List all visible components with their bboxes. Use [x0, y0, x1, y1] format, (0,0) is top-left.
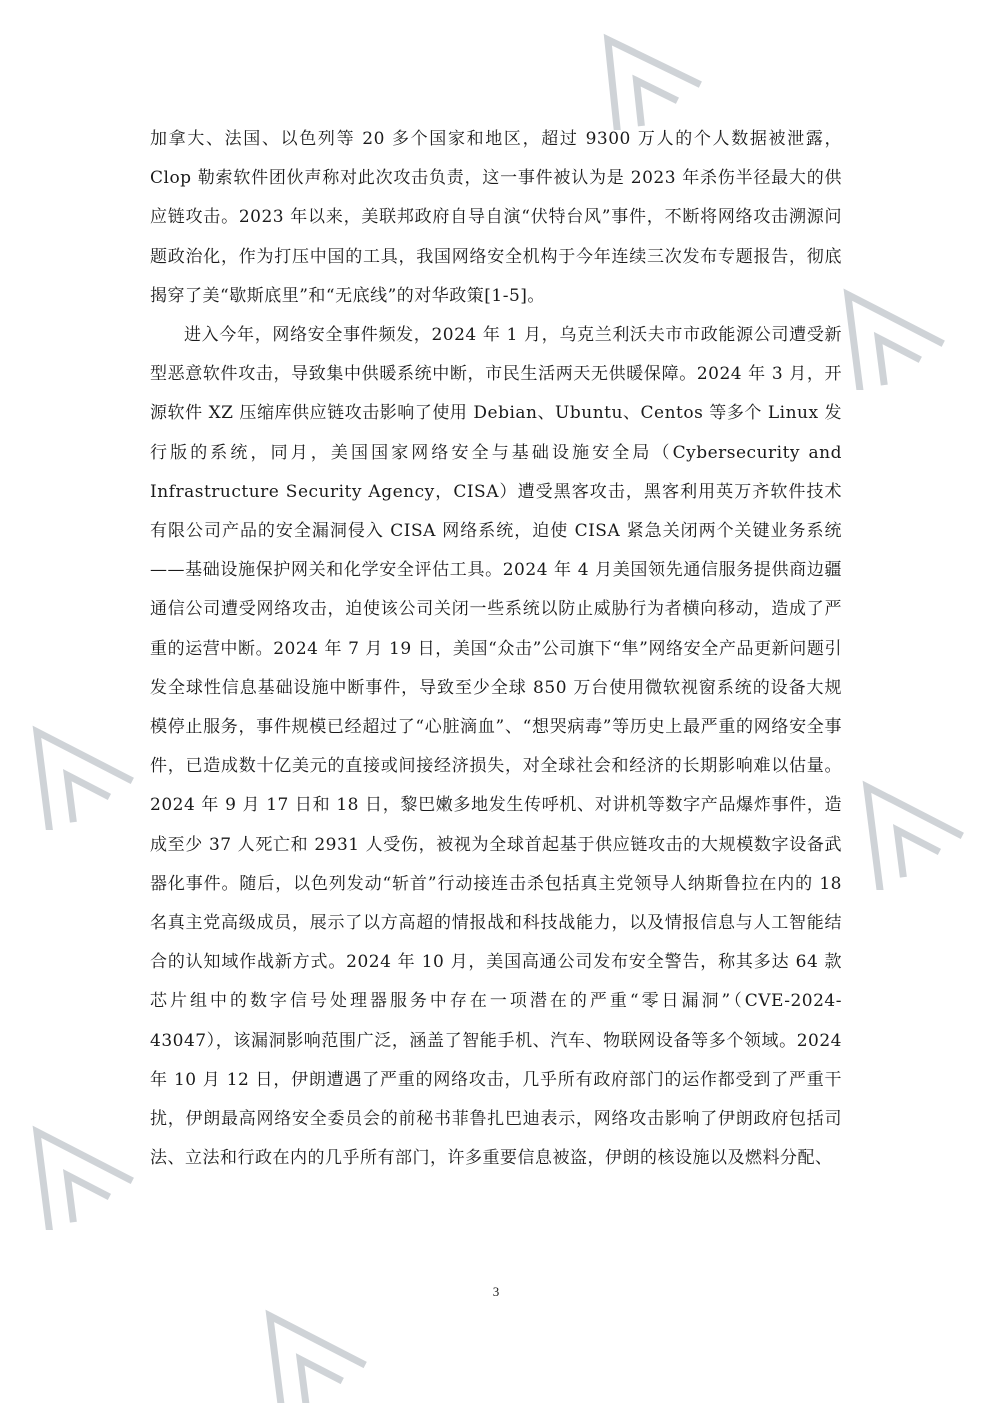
paragraph-1: 加拿大、法国、以色列等 20 多个国家和地区，超过 9300 万人的个人数据被泄露，Clop 勒索软件团伙声称对此次攻击负责，这一事件被认为是 2023 年杀伤半径最大的供应链攻击。2023 年以来，美联邦政府自导自演“伏特台风”事件，不断将网络攻击溯源问题政治化，作为打压中国的工具，我国网络安全机构于今年连续三次发布专题报告，彻底揭穿了美“歇斯底里”和“无底线”的对华政策[1-5]。 — [150, 129, 842, 306]
body-text — [150, 120, 842, 1178]
watermark-logo-bottom-left — [0, 1090, 150, 1230]
watermark-logo-top — [560, 0, 740, 130]
watermark-logo-left — [0, 690, 150, 830]
page-number: 3 — [492, 1284, 500, 1299]
watermark-logo-right-lower — [820, 740, 990, 890]
paragraph-2: 进入今年，网络安全事件频发，2024 年 1 月，乌克兰利沃夫市市政能源公司遭受新型恶意软件攻击，导致集中供暖系统中断，市民生活两天无供暖保障。2024 年 3 月，开源软件 XZ 压缩库供应链攻击影响了使用 Debian、Ubuntu、Centos 等多个 Linux 发行版的系统，同月，美国国家网络安全与基础设施安全局（Cybersecurity and Infrastructure Security Agency，CISA）遭受黑客攻击，黑客利用英万齐软件技术有限公司产品的安全漏洞侵入 CISA 网络系统，迫使 CISA 紧急关闭两个关键业务系统——基础设施保护网关和化学安全评估工具。2024 年 4 月美国领先通信服务提供商边疆通信公司遭受网络攻击，迫使该公司关闭一些系统以防止威胁行为者横向移动，造成了严重的运营中断。2024 年 7 月 19 日，美国“众击”公司旗下“隼”网络安全产品更新问题引发全球性信息基础设施中断事件，导致至少全球 850 万台使用微软视窗系统的设备大规模停止服务，事件规模已经超过了“心脏滴血”、“想哭病毒”等历史上最严重的网络安全事件，已造成数十亿美元的直接或间接经济损失，对全球社会和经济的长期影响难以估量。2024 年 9 月 17 日和 18 日，黎巴嫩多地发生传呼机、对讲机等数字产品爆炸事件，造成至少 37 人死亡和 2931 人受伤，被视为全球首起基于供应链攻击的大规模数字设备武器化事件。随后，以色列发动“斩首”行动接连击杀包括真主党领导人纳斯鲁拉在内的 18 名真主党高级成员，展示了以方高超的情报战和科技战能力，以及情报信息与人工智能结合的认知域作战新方式。2024 年 10 月，美国高通公司发布安全警告，称其多达 64 款芯片组中的数字信号处理器服务中存在一项潜在的严重“零日漏洞”（CVE-2024-43047），该漏洞影响范围广泛，涵盖了智能手机、汽车、物联网设备等多个领域。2024 年 10 月 12 日，伊朗遭遇了严重的网络攻击，几乎所有政府部门的运作都受到了严重干扰，伊朗最高网络安全委员会的前秘书菲鲁扎巴迪表示，网络攻击影响了伊朗政府包括司法、立法和行政在内的几乎所有部门，许多重要信息被盗，伊朗的核设施以及燃料分配、 — [150, 325, 842, 1169]
